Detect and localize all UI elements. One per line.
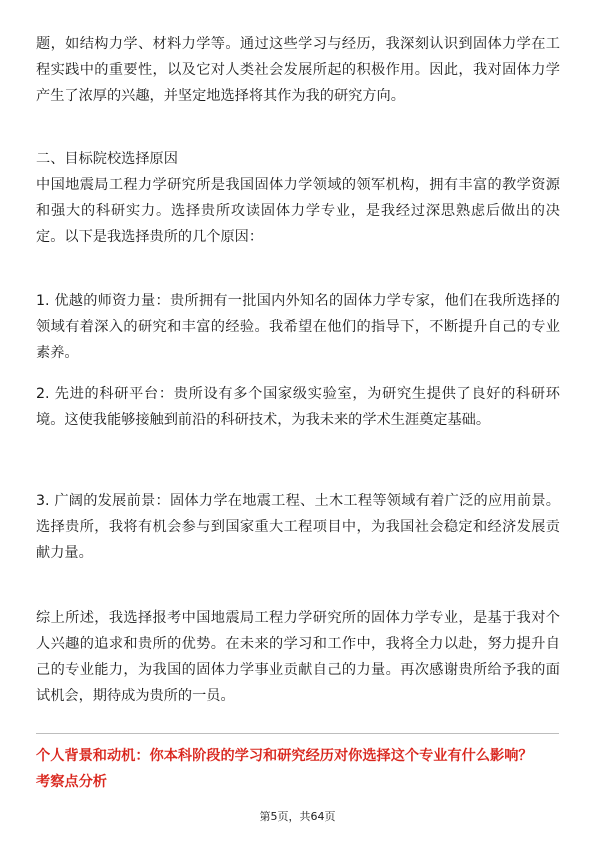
paragraph-conclusion: 综上所述，我选择报考中国地震局工程力学研究所的固体力学专业，是基于我对个人兴趣的追求和贵所的优势。在未来的学习和工作中，我将全力以赴，努力提升自己的专业能力，为我国的固体力学事业贡献自己的力量。再次感谢贵所给予我的面试机会，期待成为贵所的一员。: [36, 610, 560, 704]
paragraph-institute-intro: 中国地震局工程力学研究所是我国固体力学领域的领军机构，拥有丰富的教学资源和强大的科研实力。选择贵所攻读固体力学专业，是我经过深思熟虑后做出的决定。以下是我选择贵所的几个原因：: [36, 177, 560, 245]
section-divider: [36, 733, 559, 734]
section-heading: 二、目标院校选择原因: [36, 151, 178, 167]
paragraph-intro-continued: 题，如结构力学、材料力学等。通过这些学习与经历，我深刻认识到固体力学在工程实践中的重要性，以及它对人类社会发展所起的积极作用。因此，我对固体力学产生了浓厚的兴趣，并坚定地选择将其作为我的研究方向。: [36, 36, 560, 104]
analysis-subheading: 考察点分析: [36, 774, 107, 790]
paragraph-reason-2: 2. 先进的科研平台：贵所设有多个国家级实验室，为研究生提供了良好的科研环境。这使我能够接触到前沿的科研技术，为我未来的学术生涯奠定基础。: [36, 386, 560, 428]
page-number: 第5页，共64页: [259, 810, 336, 823]
paragraph-reason-1: 1. 优越的师资力量：贵所拥有一批国内外知名的固体力学专家，他们在我所选择的领域有着深入的研究和丰富的经验。我希望在他们的指导下，不断提升自己的专业素养。: [36, 293, 560, 361]
paragraph-reason-3: 3. 广阔的发展前景：固体力学在地震工程、土木工程等领域有着广泛的应用前景。选择贵所，我将有机会参与到国家重大工程项目中，为我国社会稳定和经济发展贡献力量。: [36, 493, 560, 561]
interview-question: 个人背景和动机：你本科阶段的学习和研究经历对你选择这个专业有什么影响？: [36, 748, 533, 764]
